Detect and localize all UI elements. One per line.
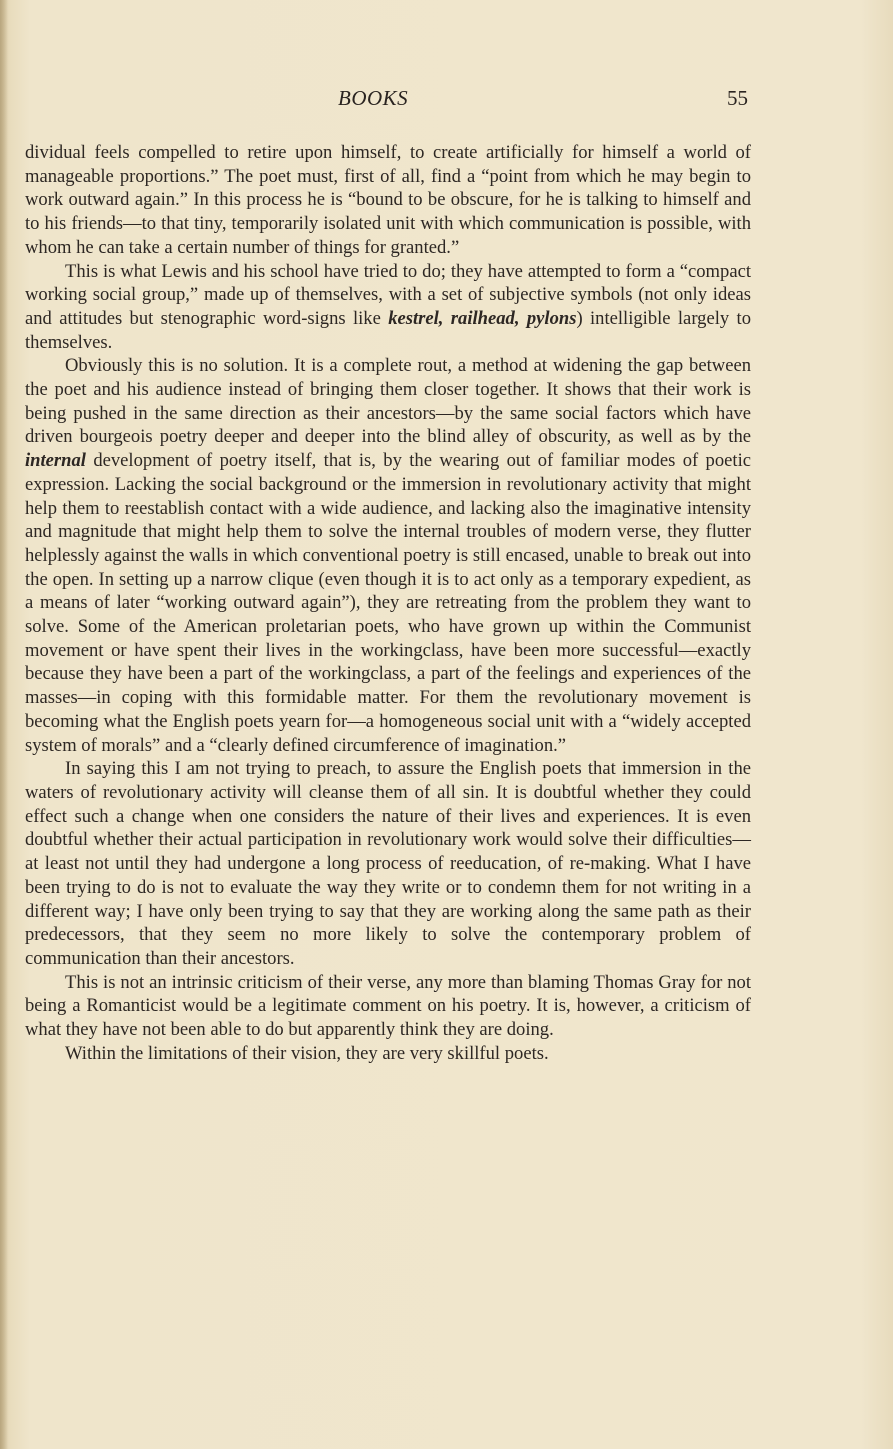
paragraph: [25, 141, 751, 260]
text-segment: ) intelligible largely to themselves.: [25, 307, 751, 353]
text-segment: development of poetry itself, that is, by the wearing out of familiar modes of poetic expression. Lacking the social background or the immersion in revolutionary activity that might help them to reestablish contact with a wide audience, and lacking also the imaginative intensity and magnitude that might help them to solve the internal troubles of modern verse, they flutter helplessly against the walls in which conventional poetry is still encased, unable to break out into the open. In setting up a narrow clique (even though it is to act only as a temporary expedient, as a means of later “working outward again”), they are retreating from the problem they want to solve. Some of the American proletarian poets, who have grown up within the Communist movement or have spent their lives in the workingclass, have been more successful—exactly because they have been a part of the workingclass, a part of the feelings and experiences of the masses—in coping with this formidable matter. For them the revolutionary movement is becoming what the English poets yearn for—a homogeneous social unit with a “widely accepted system of morals” and a “clearly defined circumference of imagination.”: [25, 450, 751, 756]
paragraph: [25, 757, 751, 970]
text-segment: This is not an intrinsic criticism of their verse, any more than blaming Thomas Gray for not being a Romanticist would be a legitimate comment on his poetry. It is, however, a criticism of what they have not been able to do but apparently think they are doing.: [25, 971, 751, 1041]
italic-text: kestrel, railhead, pylons: [388, 307, 577, 329]
running-head: BOOKS: [338, 86, 409, 110]
text-segment: dividual feels compelled to retire upon himself, to create artificially for himself a world of manageable proportions.” The poet must, first of all, find a “point from which he may begin to work outward again.” In this process he is “bound to be obscure, for he is talking to himself and to his friends—to that tiny, temporarily isolated unit with which communication is possible, with whom he can take a certain number of things for granted.”: [25, 142, 751, 258]
paragraph: [25, 354, 751, 757]
page-header: [0, 86, 893, 116]
text-segment: Obviously this is no solution. It is a complete rout, a method at widening the gap between the poet and his audience instead of bringing them closer together. It shows that their work is being pushed in the same direction as their ancestors—by the same social factors which have driven bourgeois poetry deeper and deeper into the blind alley of obscurity, as well as by the: [25, 355, 751, 448]
text-segment: Within the limitations of their vision, they are very skillful poets.: [65, 1042, 549, 1064]
italic-text: internal: [25, 450, 86, 472]
spine-shadow: [0, 0, 8, 1449]
paragraph: [25, 260, 751, 355]
text-segment: This is what Lewis and his school have tried to do; they have attempted to form a “compact working social group,” made up of themselves, with a set of subjective symbols (not only ideas and attitudes but stenographic word-signs like: [25, 260, 751, 329]
body-text: [25, 141, 751, 1065]
paragraph: [25, 1042, 751, 1066]
text-segment: In saying this I am not trying to preach, to assure the English poets that immersion in the waters of revolutionary activity will cleanse them of all sin. It is doubtful whether they could effect such a change when one considers the nature of their lives and experiences. It is even doubtful whether their actual participation in revolutionary work would solve their difficulties—at least not until they had undergone a long process of reeducation, of re-making. What I have been trying to do is not to evaluate the way they write or to condemn them for not writing in a different way; I have only been trying to say that they are working along the same path as their predecessors, that they seem no more likely to solve the contemporary problem of communication than their ancestors.: [25, 758, 751, 969]
paragraph: [25, 971, 751, 1042]
page-number: 55: [727, 86, 748, 110]
